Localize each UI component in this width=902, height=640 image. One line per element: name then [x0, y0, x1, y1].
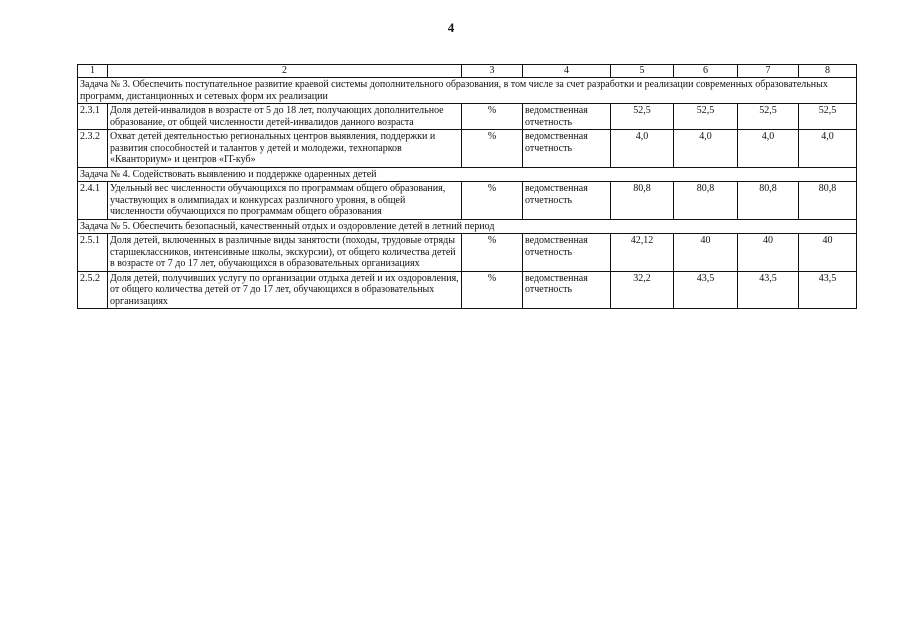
- indicator-unit: %: [462, 234, 523, 272]
- task-heading: Задача № 5. Обеспечить безопасный, качественный отдых и оздоровление детей в летний период: [78, 219, 857, 234]
- table-row: [78, 130, 857, 168]
- indicator-value: 40: [738, 234, 799, 272]
- task-heading-row: [78, 78, 857, 104]
- table-row: [78, 234, 857, 272]
- indicator-value: 52,5: [799, 104, 857, 130]
- indicator-value: 4,0: [799, 130, 857, 168]
- indicator-number: 2.3.1: [78, 104, 108, 130]
- indicator-unit: %: [462, 271, 523, 309]
- indicator-value: 40: [674, 234, 738, 272]
- indicators-table: [77, 64, 857, 309]
- task-heading-row: [78, 219, 857, 234]
- indicator-value: 42,12: [611, 234, 674, 272]
- table-row: [78, 104, 857, 130]
- indicator-source: ведомственная отчетность: [523, 271, 611, 309]
- indicator-value: 32,2: [611, 271, 674, 309]
- indicator-value: 80,8: [799, 182, 857, 220]
- indicator-value: 40: [799, 234, 857, 272]
- indicator-name: Охват детей деятельностью региональных центров выявления, поддержки и развития способностей и талантов у детей и молодежи, технопарков «Кванториум» и центров «IT-куб»: [108, 130, 462, 168]
- indicator-unit: %: [462, 104, 523, 130]
- indicator-number: 2.3.2: [78, 130, 108, 168]
- page-number: 4: [447, 20, 455, 35]
- table-row: [78, 271, 857, 309]
- indicator-value: 80,8: [738, 182, 799, 220]
- column-header: 5: [611, 65, 674, 78]
- indicator-value: 4,0: [611, 130, 674, 168]
- indicator-value: 52,5: [611, 104, 674, 130]
- table-body: [78, 65, 857, 309]
- task-heading: Задача № 4. Содействовать выявлению и поддержке одаренных детей: [78, 167, 857, 182]
- column-header: 2: [108, 65, 462, 78]
- indicator-source: ведомственная отчетность: [523, 104, 611, 130]
- column-header: 1: [78, 65, 108, 78]
- indicator-source: ведомственная отчетность: [523, 234, 611, 272]
- indicator-value: 4,0: [738, 130, 799, 168]
- indicator-unit: %: [462, 130, 523, 168]
- indicator-value: 43,5: [674, 271, 738, 309]
- table-row: [78, 182, 857, 220]
- indicator-number: 2.5.2: [78, 271, 108, 309]
- indicator-value: 52,5: [738, 104, 799, 130]
- column-header: 8: [799, 65, 857, 78]
- column-header: 4: [523, 65, 611, 78]
- indicator-unit: %: [462, 182, 523, 220]
- indicator-source: ведомственная отчетность: [523, 182, 611, 220]
- task-heading-row: [78, 167, 857, 182]
- indicator-value: 43,5: [738, 271, 799, 309]
- indicator-number: 2.4.1: [78, 182, 108, 220]
- indicator-number: 2.5.1: [78, 234, 108, 272]
- indicator-name: Доля детей, получивших услугу по организации отдыха детей и их оздоровления, от общего количества детей от 7 до 17 лет, обучающихся в образовательных организациях: [108, 271, 462, 309]
- indicator-source: ведомственная отчетность: [523, 130, 611, 168]
- indicator-value: 80,8: [611, 182, 674, 220]
- column-header: 7: [738, 65, 799, 78]
- column-number-row: [78, 65, 857, 78]
- indicator-value: 80,8: [674, 182, 738, 220]
- indicator-value: 43,5: [799, 271, 857, 309]
- column-header: 6: [674, 65, 738, 78]
- task-heading: Задача № 3. Обеспечить поступательное развитие краевой системы дополнительного образования, в том числе за счет разработки и реализации современных образовательных программ, дистанционных и сетевых форм их реализации: [78, 78, 857, 104]
- indicator-value: 52,5: [674, 104, 738, 130]
- indicator-name: Доля детей-инвалидов в возрасте от 5 до 18 лет, получающих дополнительное образование, от общей численности детей-инвалидов данного возраста: [108, 104, 462, 130]
- column-header: 3: [462, 65, 523, 78]
- indicator-value: 4,0: [674, 130, 738, 168]
- indicator-name: Удельный вес численности обучающихся по программам общего образования, участвующих в олимпиадах и конкурсах различного уровня, в общей численности обучающихся по программам общего образования: [108, 182, 462, 220]
- indicator-name: Доля детей, включенных в различные виды занятости (походы, трудовые отряды старшеклассников, интенсивные школы, экскурсии), от общего количества детей в возрасте от 7 до 17 лет, обучающихся в образовательных организациях: [108, 234, 462, 272]
